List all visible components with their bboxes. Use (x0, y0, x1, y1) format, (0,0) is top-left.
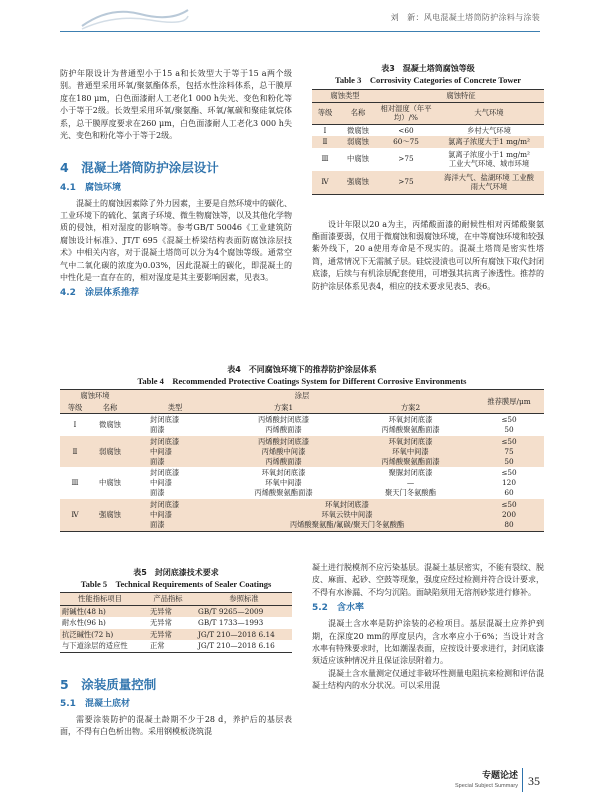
table4-head-coating: 涂层 (294, 391, 310, 401)
section-5-1-title: 5.1 混凝土底材 (60, 699, 130, 710)
table-row: Ⅱ 弱腐蚀 封闭底漆 中间漆 面漆 丙烯酸封闭底漆 丙烯酸中间漆 丙烯酸面漆 环氧封闭底漆 环氧中间漆 丙烯酸聚氨酯面漆 ≤50 75 50 (60, 436, 544, 468)
moisture-paragraph: 混凝土含水率是防护涂装的必检项目。基层混凝土应养护到期，在深度20 mm的厚度层内，含水率应小于6%；当设计对含水率有特殊要求时，比如潮湿表面，应按设计要求进行，封闭底漆须适应该种情况并且保证涂层附着力。 (312, 619, 544, 666)
section-4-1-paragraph: 混凝土的腐蚀因素除了外力因素，主要是自然环境中的碳化、工业环境下的硫化、氯离子环境、微生物腐蚀等，以及其他化学物质的侵蚀，相对湿度的影响等。参考GB/T 50046《工业建筑防腐蚀设计标准》、JT/T 695《混凝土桥梁结构表面防腐蚀涂层技术》中相关内容，对于混凝土塔筒可以分为4个腐蚀等级。通常空气中二氧化碳的浓度为0.03%，因此混凝土的碳化，即混凝土的中性化是一直存在的，相对湿度是其主要影响因素，见表3。 (60, 198, 292, 282)
table-row: 耐水性(96 h) 无异常 GB/T 1733—1993 (62, 618, 264, 628)
table5-head-index: 产品指标 (140, 593, 196, 605)
footer-divider (522, 768, 523, 792)
table-row: Ⅲ 中腐蚀 封闭底漆 中间漆 面漆 环氧封闭底漆 环氧中间漆 丙烯酸聚氨酯面漆 聚脲封闭底漆 — 聚天门冬氨酸酯 ≤50 120 60 (71, 468, 517, 498)
table-row: 与下道涂层的适应性 正常 JG/T 210—2018 6.16 (62, 641, 275, 651)
table-row: 抗泛碱性(72 h) 无异常 JG/T 210—2018 6.14 (60, 629, 292, 640)
table4-head-scheme1: 方案1 (220, 402, 347, 414)
footer-section-tag: 专题论述 (481, 771, 518, 781)
table-row: Ⅳ 强腐蚀 封闭底漆 中间漆 面漆 环氧封闭底漆 环氧云铁中间漆 丙烯酸聚氨酯/氟碳/聚天门冬氨酸酯 ≤50 200 80 (60, 499, 544, 531)
table4-head-scheme2: 方案2 (347, 402, 474, 414)
left-column (60, 58, 292, 303)
table4-head-env: 腐蚀环境 (80, 391, 110, 401)
right-bottom (312, 562, 544, 692)
table3-caption: 表3 混凝土塔筒腐蚀等级 (381, 64, 475, 73)
table5-caption: 表5 封闭底漆技术要求 (133, 568, 219, 577)
running-title: 刘 新：风电混凝土塔筒防护涂料与涂装 (390, 13, 540, 22)
table5-caption-en: Table 5 Technical Requirements of Sealer Coatings (80, 578, 272, 589)
footer-section-tag-en: Special Subject Summary (455, 783, 518, 789)
table3-caption-en: Table 3 Corrosivity Categories of Concrete Tower (334, 74, 522, 85)
table5-head-method: 参照标准 (196, 593, 292, 605)
table4-head-grade: 等级 (60, 402, 90, 414)
section-5-1-paragraph: 需要涂装防护的混凝土龄期不少于28 d，养护后的基层表面，不得有白色析出物。采用钢模板浇筑混 (60, 715, 292, 737)
table-row: 耐碱性(48 h) 无异常 GB/T 9265—2009 (60, 605, 292, 617)
table3-head-rh: 相对湿度（年平均）/% (378, 102, 434, 124)
table-row: Ⅰ 微腐蚀 <60 乡村大气环境 (323, 125, 511, 135)
table3-head-type: 腐蚀类型 (312, 90, 378, 102)
substrate-paragraph: 凝土进行脱模剂不应污染基层。混凝土基层密实，不能有裂纹、脱皮、麻面、起砂、空鼓等现象，强度应经过检测并符合设计要求，不得有水渗漏、不均匀沉陷。面缺陷须用无溶剂砂浆进行修补。 (312, 563, 544, 597)
table-row: Ⅱ 弱腐蚀 60～75 氯离子浓度大于1 mg/m² (312, 136, 544, 147)
left-bottom (60, 568, 292, 739)
table4-head-dft: 推荐膜厚/μm (474, 390, 544, 414)
header-rule (60, 31, 540, 32)
table5 (60, 592, 292, 652)
table4-caption-en: Table 4 Recommended Protective Coatings System for Different Corrosive Environments (137, 375, 467, 386)
table5-head-item: 性能指标项目 (60, 593, 140, 605)
section-5-title: 5 涂装质量控制 (60, 676, 157, 692)
page-header (0, 0, 600, 36)
journal-logo-icon (80, 4, 190, 30)
table-row: Ⅳ 强腐蚀 >75 海洋大气、盐湖环境 工业酸雨大气环境 (312, 171, 544, 194)
right-column (312, 64, 544, 293)
section-4-1-title: 4.1 腐蚀环境 (60, 182, 121, 193)
table4 (60, 389, 544, 531)
table4-head-name: 名称 (90, 402, 130, 414)
table3 (312, 89, 544, 194)
table3-head-feature: 腐蚀特征 (378, 90, 544, 102)
table4-caption: 表4 不同腐蚀环境下的推荐防护涂层体系 (227, 365, 377, 374)
intro-paragraph: 防护年限设计为普通型小于15 a和长效型大于等于15 a两个级别。普通型采用环氧/聚氨酯体系，包括水性涂料体系，总干膜厚度在180 μm，白色面漆耐人工老化1 000 h失光、变色和粉化等小于等于2级。长效型采用环氧/聚氨酯、环氧/氟碳和聚硅氧烷体系，总干膜厚度要求在260 μm，白色面漆耐人工老化3 000 h失光、变色和粉化等小于等于2级。 (60, 69, 292, 140)
section-4-title: 4 混凝土塔筒防护涂层设计 (60, 160, 219, 176)
table4-block (60, 365, 544, 532)
design-life-paragraph: 设计年限以20 a为主，丙烯酸面漆的耐候性相对丙烯酸聚氨酯面漆要弱，仅用于微腐蚀和弱腐蚀环境，在中等腐蚀环境和较强紫外线下，20 a使用寿命是不现实的。混凝土塔筒是密实性塔筒，通常情况下无需腻子层。硅烷浸渍也可以所有腐蚀下取代封闭底漆，后续与有机涂层配套使用，可增强其抗离子渗透性。推荐的防护涂层体系见表4，相应的技术要求见表5、表6。 (312, 219, 544, 291)
table3-head-grade: 等级 (312, 102, 338, 124)
page-footer (430, 768, 540, 794)
table4-head-type: 类型 (130, 402, 220, 414)
table-row: Ⅰ 微腐蚀 封闭底漆 面漆 丙烯酸封闭底漆 丙烯酸面漆 环氧封闭底漆 丙烯酸聚氨酯面漆 ≤50 50 (73, 415, 517, 435)
page-number: 35 (528, 774, 540, 788)
section-5-2-title: 5.2 含水率 (312, 603, 364, 614)
table3-head-name: 名称 (338, 102, 378, 124)
table3-head-env: 大气环境 (434, 102, 544, 124)
table-row: Ⅲ 中腐蚀 >75 氯离子浓度小于1 mg/m² 工业大气环境、城市环境 (321, 149, 530, 169)
section-4-2-title: 4.2 涂层体系推荐 (60, 288, 139, 299)
moisture-test-paragraph: 混凝土含水量测定仅通过非破坏性测量电阻抗来检测和评估混凝土结构内的水分状况。可以采用混 (312, 668, 544, 691)
